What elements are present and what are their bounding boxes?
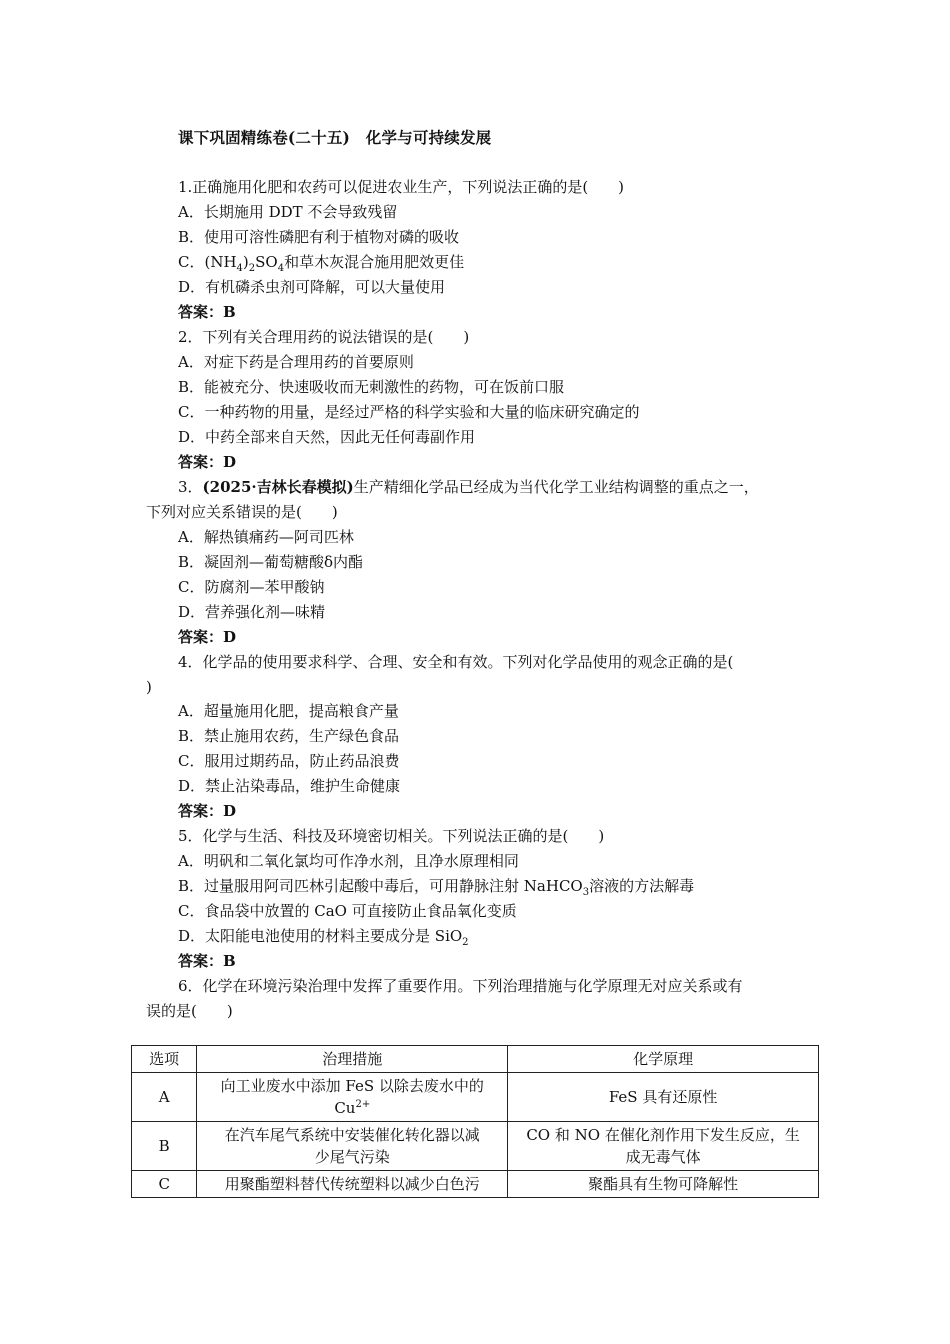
table-header-option: 选项 [132,1046,197,1073]
q5-option-c: C．食品袋中放置的 CaO 可直接防止食品氧化变质 [178,902,517,920]
q1-option-a: A．长期施用 DDT 不会导致残留 [178,203,398,221]
q3-answer: 答案：D [178,628,237,646]
table-cell-option: A [132,1073,197,1122]
q3-source: (2025·吉林长春模拟) [202,478,354,496]
q4-option-c: C．服用过期药品，防止药品浪费 [178,752,400,770]
table-cell-principle: FeS 具有还原性 [508,1073,819,1122]
q2-answer: 答案：D [178,453,237,471]
table-cell-measure: 向工业废水中添加 FeS 以除去废水中的 $Cu^{2+}$ [197,1073,508,1122]
q4-option-b: B．禁止施用农药，生产绿色食品 [178,727,400,745]
q6-stem-cont: 误的是( ) [146,1002,233,1020]
q2-option-d: D．中药全部来自天然，因此无任何毒副作用 [178,428,476,446]
table-row [132,1073,819,1122]
q3-option-b: B．凝固剂—葡萄糖酸δ内酯 [178,553,364,571]
q3-stem: 3．(2025·吉林长春模拟)生产精细化学品已经成为当代化学工业结构调整的重点之一， [178,478,759,496]
table-header-measure: 治理措施 [197,1046,508,1073]
q1-stem: 1.正确施用化肥和农药可以促进农业生产，下列说法正确的是( ) [178,178,625,196]
table-row [132,1171,819,1198]
q5-stem: 5．化学与生活、科技及环境密切相关。下列说法正确的是( ) [178,827,605,845]
q1-option-b: B．使用可溶性磷肥有利于植物对磷的吸收 [178,228,460,246]
q1-option-c: C．$(NH_4)_2SO_4$和草木灰混合施用肥效更佳 [178,253,465,274]
q6-table [131,1045,819,1198]
q3-stem-cont: 下列对应关系错误的是( ) [146,503,338,521]
table-row [132,1122,819,1171]
page-title: 课下巩固精练卷(二十五) 化学与可持续发展 [178,128,492,147]
q4-stem: 4．化学品的使用要求科学、合理、安全和有效。下列对化学品使用的观念正确的是( [178,653,734,671]
q4-option-d: D．禁止沾染毒品，维护生命健康 [178,777,401,795]
table-cell-measure: 用聚酯塑料替代传统塑料以减少白色污 [197,1171,508,1198]
table-header-row [132,1046,819,1073]
table-header-principle: 化学原理 [508,1046,819,1073]
q3-option-c: C．防腐剂—苯甲酸钠 [178,578,325,596]
table-cell-principle: CO 和 NO 在催化剂作用下发生反应，生 成无毒气体 [508,1122,819,1171]
table-cell-measure: 在汽车尾气系统中安装催化转化器以减 少尾气污染 [197,1122,508,1171]
q5-option-b: B．过量服用阿司匹林引起酸中毒后，可用静脉注射 NaHCO$_3$溶液的方法解毒 [178,877,695,898]
q5-option-d: D．太阳能电池使用的材料主要成分是 SiO$_2$ [178,927,469,948]
q1-option-d: D．有机磷杀虫剂可降解，可以大量使用 [178,278,446,296]
table-cell-option: C [132,1171,197,1198]
q2-option-b: B．能被充分、快速吸收而无刺激性的药物，可在饭前口服 [178,378,565,396]
q3-option-d: D．营养强化剂—味精 [178,603,326,621]
q6-stem: 6．化学在环境污染治理中发挥了重要作用。下列治理措施与化学原理无对应关系或有 [178,977,743,995]
q1-answer: 答案：B [178,303,236,321]
q4-answer: 答案：D [178,802,237,820]
q2-stem: 2．下列有关合理用药的说法错误的是( ) [178,328,470,346]
q2-option-a: A．对症下药是合理用药的首要原则 [178,353,414,371]
q3-option-a: A．解热镇痛药—阿司匹林 [178,528,354,546]
table-cell-option: B [132,1122,197,1171]
q2-option-c: C．一种药物的用量，是经过严格的科学实验和大量的临床研究确定的 [178,403,640,421]
q4-option-a: A．超量施用化肥，提高粮食产量 [178,702,399,720]
q5-option-a: A．明矾和二氧化氯均可作净水剂，且净水原理相同 [178,852,519,870]
q4-stem-cont: ) [146,678,152,696]
table-cell-principle: 聚酯具有生物可降解性 [508,1171,819,1198]
q5-answer: 答案：B [178,952,236,970]
